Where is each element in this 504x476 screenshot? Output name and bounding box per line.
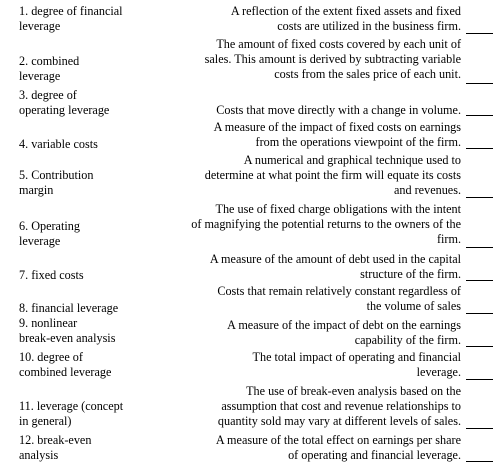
definition-3: Costs that move directly with a change in volume. <box>216 103 461 117</box>
answer-blank-8[interactable] <box>466 313 493 314</box>
term-9: 9. nonlinear break-even analysis <box>19 316 116 345</box>
definition-1: A reflection of the extent fixed assets and fixed costs are utilized in the business firm. <box>230 4 461 33</box>
answer-blank-10[interactable] <box>466 379 493 380</box>
answer-blank-9[interactable] <box>466 346 493 347</box>
answer-blank-1[interactable] <box>466 33 493 34</box>
answer-blank-11[interactable] <box>466 428 493 429</box>
definition-7: A measure of the amount of debt used in the capital structure of the firm. <box>209 252 461 281</box>
term-6: 6. Operating leverage <box>19 219 80 248</box>
definition-10: The total impact of operating and financial leverage. <box>252 350 461 379</box>
term-10: 10. degree of combined leverage <box>19 350 112 379</box>
term-2: 2. combined leverage <box>19 54 80 83</box>
definition-11: The use of break-even analysis based on the assumption that cost and revenue relationships to quantity sold may vary at different levels of sales. <box>217 384 461 428</box>
answer-blank-2[interactable] <box>466 83 493 84</box>
term-3: 3. degree of operating leverage <box>19 88 110 117</box>
term-1: 1. degree of financial leverage <box>19 4 123 33</box>
answer-blank-5[interactable] <box>466 197 493 198</box>
definition-5: A numerical and graphical technique used to determine at what point the firm will equate its costs and revenues. <box>204 153 461 197</box>
definition-9: A measure of the impact of debt on the earnings capability of the firm. <box>227 318 461 347</box>
term-7: 7. fixed costs <box>19 268 84 282</box>
definition-4: A measure of the impact of fixed costs on earnings from the operations viewpoint of the firm. <box>213 120 461 149</box>
term-8: 8. financial leverage <box>19 301 119 315</box>
answer-blank-12[interactable] <box>466 461 493 462</box>
definition-8: Costs that remain relatively constant regardless of the volume of sales <box>217 284 461 313</box>
answer-blank-6[interactable] <box>466 247 493 248</box>
term-11: 11. leverage (concept in general) <box>19 399 124 428</box>
definition-2: The amount of fixed costs covered by each unit of sales. This amount is derived by subtracting variable costs from the sales price of each unit. <box>204 37 461 81</box>
answer-blank-7[interactable] <box>466 280 493 281</box>
definition-12: A measure of the total effect on earnings per share of operating and financial leverage. <box>215 433 461 462</box>
term-4: 4. variable costs <box>19 137 98 151</box>
term-12: 12. break-even analysis <box>19 433 92 462</box>
answer-blank-4[interactable] <box>466 148 493 149</box>
definition-6: The use of fixed charge obligations with the intent of magnifying the potential returns to the owners of the firm. <box>191 202 461 246</box>
answer-blank-3[interactable] <box>466 115 493 116</box>
term-5: 5. Contribution margin <box>19 168 94 197</box>
